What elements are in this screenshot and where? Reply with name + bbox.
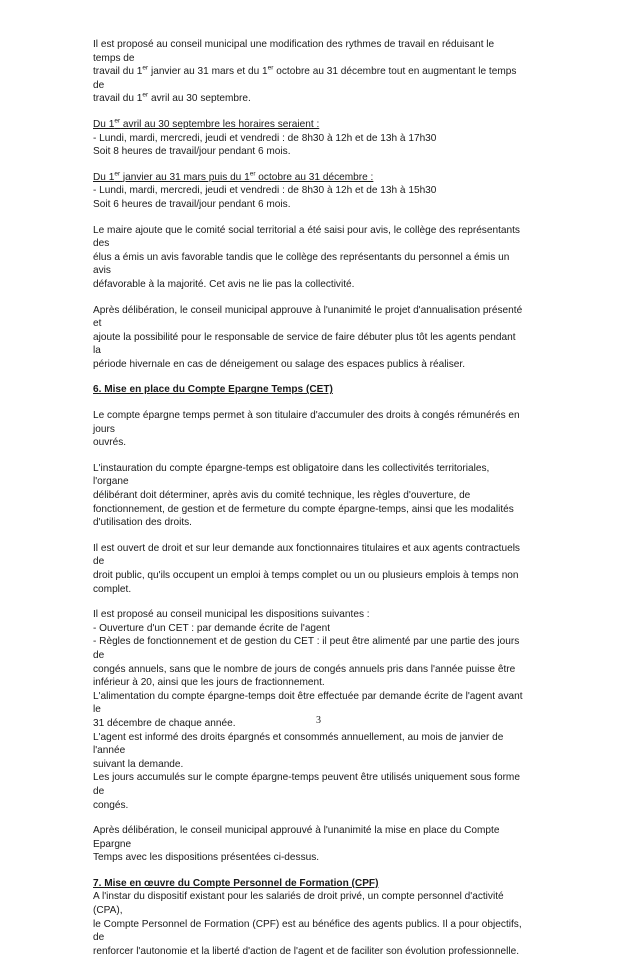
text-line: délibérant doit déterminer, après avis du comité technique, les règles d'ouverture, de xyxy=(93,490,471,502)
text-line: inférieur à 20, ainsi que les jours de fractionnement. xyxy=(93,677,325,689)
text-line: - Règles de fonctionnement et de gestion du CET : il peut être alimenté par une partie des jours de xyxy=(93,636,520,661)
text-line: A l'instar du dispositif existant pour les salariés de droit privé, un compte personnel d'activité (CPA), xyxy=(93,891,504,917)
text-line: Le maire ajoute que le comité social territorial a été saisi pour avis, le collège des représentants des xyxy=(93,224,520,250)
text-line: L'alimentation du compte épargne-temps doit être effectuée par demande écrite de l'agent avant le xyxy=(93,690,523,716)
summer-heading: Du 1er avril au 30 septembre les horaires seraient : xyxy=(93,117,320,130)
text-line: congés annuels, sans que le nombre de jours de congés annuels pris dans l'année puisse être xyxy=(93,663,516,675)
text-line: travail du 1er janvier au 31 mars et du 1er octobre au 31 décembre tout en augmentant le temps de xyxy=(93,64,517,91)
winter-heading: Du 1er janvier au 31 mars puis du 1er octobre au 31 décembre : xyxy=(93,170,374,183)
cet-eligibility-paragraph xyxy=(93,542,523,596)
text-line: 31 décembre de chaque année. xyxy=(93,717,236,729)
section-6-title: 6. Mise en place du Compte Epargne Temps (CET) xyxy=(93,384,333,396)
summer-schedule xyxy=(93,118,523,159)
text-line: renforcer l'autonomie et la liberté d'action de l'agent et de faciliter son évolution professionnelle. xyxy=(93,945,520,957)
cet-definition-paragraph xyxy=(93,409,523,450)
section-7-title: 7. Mise en œuvre du Compte Personnel de Formation (CPF) xyxy=(93,877,379,889)
text-line: congés. xyxy=(93,799,129,811)
cpf-paragraph xyxy=(93,890,523,958)
text-line: Après délibération, le conseil municipal approuve à l'unanimité le projet d'annualisation présenté et xyxy=(93,304,523,330)
text-line: Il est ouvert de droit et sur leur demande aux fonctionnaires titulaires et aux agents contractuels de xyxy=(93,542,520,568)
cet-obligation-paragraph xyxy=(93,462,523,530)
text-line: Les jours accumulés sur le compte épargne-temps peuvent être utilisés uniquement sous forme de xyxy=(93,772,520,797)
text-line: fonctionnement, de gestion et de fermeture du compte épargne-temps, ainsi que les modalités xyxy=(93,503,514,515)
summer-days: - Lundi, mardi, mercredi, jeudi et vendredi : de 8h30 à 12h et de 13h à 17h30 xyxy=(93,132,437,144)
text-line: suivant la demande. xyxy=(93,758,184,770)
intro-paragraph xyxy=(93,38,523,106)
cet-deliberation-paragraph xyxy=(93,824,523,865)
winter-days: - Lundi, mardi, mercredi, jeudi et vendredi : de 8h30 à 12h et de 13h à 15h30 xyxy=(93,185,437,197)
text-line: défavorable à la majorité. Cet avis ne lie pas la collectivité. xyxy=(93,278,355,290)
text-line: L'instauration du compte épargne-temps est obligatoire dans les collectivités territoriales, l'organe xyxy=(93,462,490,488)
text-line: Il est proposé au conseil municipal une modification des rythmes de travail en réduisant le temps de xyxy=(93,39,495,64)
summer-total: Soit 8 heures de travail/jour pendant 6 mois. xyxy=(93,146,291,158)
text-line: d'utilisation des droits. xyxy=(93,517,192,529)
document-page xyxy=(93,38,523,958)
text-line: L'agent est informé des droits épargnés et consommés annuellement, au mois de janvier de l'année xyxy=(93,731,504,757)
text-line: - Ouverture d'un CET : par demande écrite de l'agent xyxy=(93,622,331,634)
text-line: Après délibération, le conseil municipal approuvé à l'unanimité la mise en place du Compte Epargne xyxy=(93,825,500,850)
text-line: ajoute la possibilité pour le responsable de service de faire débuter plus tôt les agents pendant la xyxy=(93,331,516,357)
text-line: travail du 1er avril au 30 septembre. xyxy=(93,92,251,105)
text-line: Le compte épargne temps permet à son titulaire d'accumuler des droits à congés rémunérés en jours xyxy=(93,410,520,435)
text-line: complet. xyxy=(93,583,132,595)
text-line: le Compte Personnel de Formation (CPF) est au bénéfice des agents publics. Il a pour objectifs, de xyxy=(93,918,522,944)
cet-provisions-paragraph xyxy=(93,608,523,812)
text-line: élus a émis un avis favorable tandis que le collège des représentants du personnel a émis un avis xyxy=(93,251,510,277)
text-line: ouvrés. xyxy=(93,437,127,449)
text-line: droit public, qu'ils occupent un emploi à temps complet ou un ou plusieurs emplois à temps non xyxy=(93,570,519,581)
winter-total: Soit 6 heures de travail/jour pendant 6 mois. xyxy=(93,198,291,210)
winter-schedule xyxy=(93,171,523,212)
text-line: période hivernale en cas de déneigement ou salage des espaces publics à réaliser. xyxy=(93,358,466,370)
committee-paragraph xyxy=(93,224,523,292)
deliberation-paragraph xyxy=(93,304,523,372)
text-line: Temps avec les dispositions présentées ci-dessus. xyxy=(93,852,320,864)
page-number: 3 xyxy=(316,715,321,726)
text-line: Il est proposé au conseil municipal les dispositions suivantes : xyxy=(93,609,370,621)
